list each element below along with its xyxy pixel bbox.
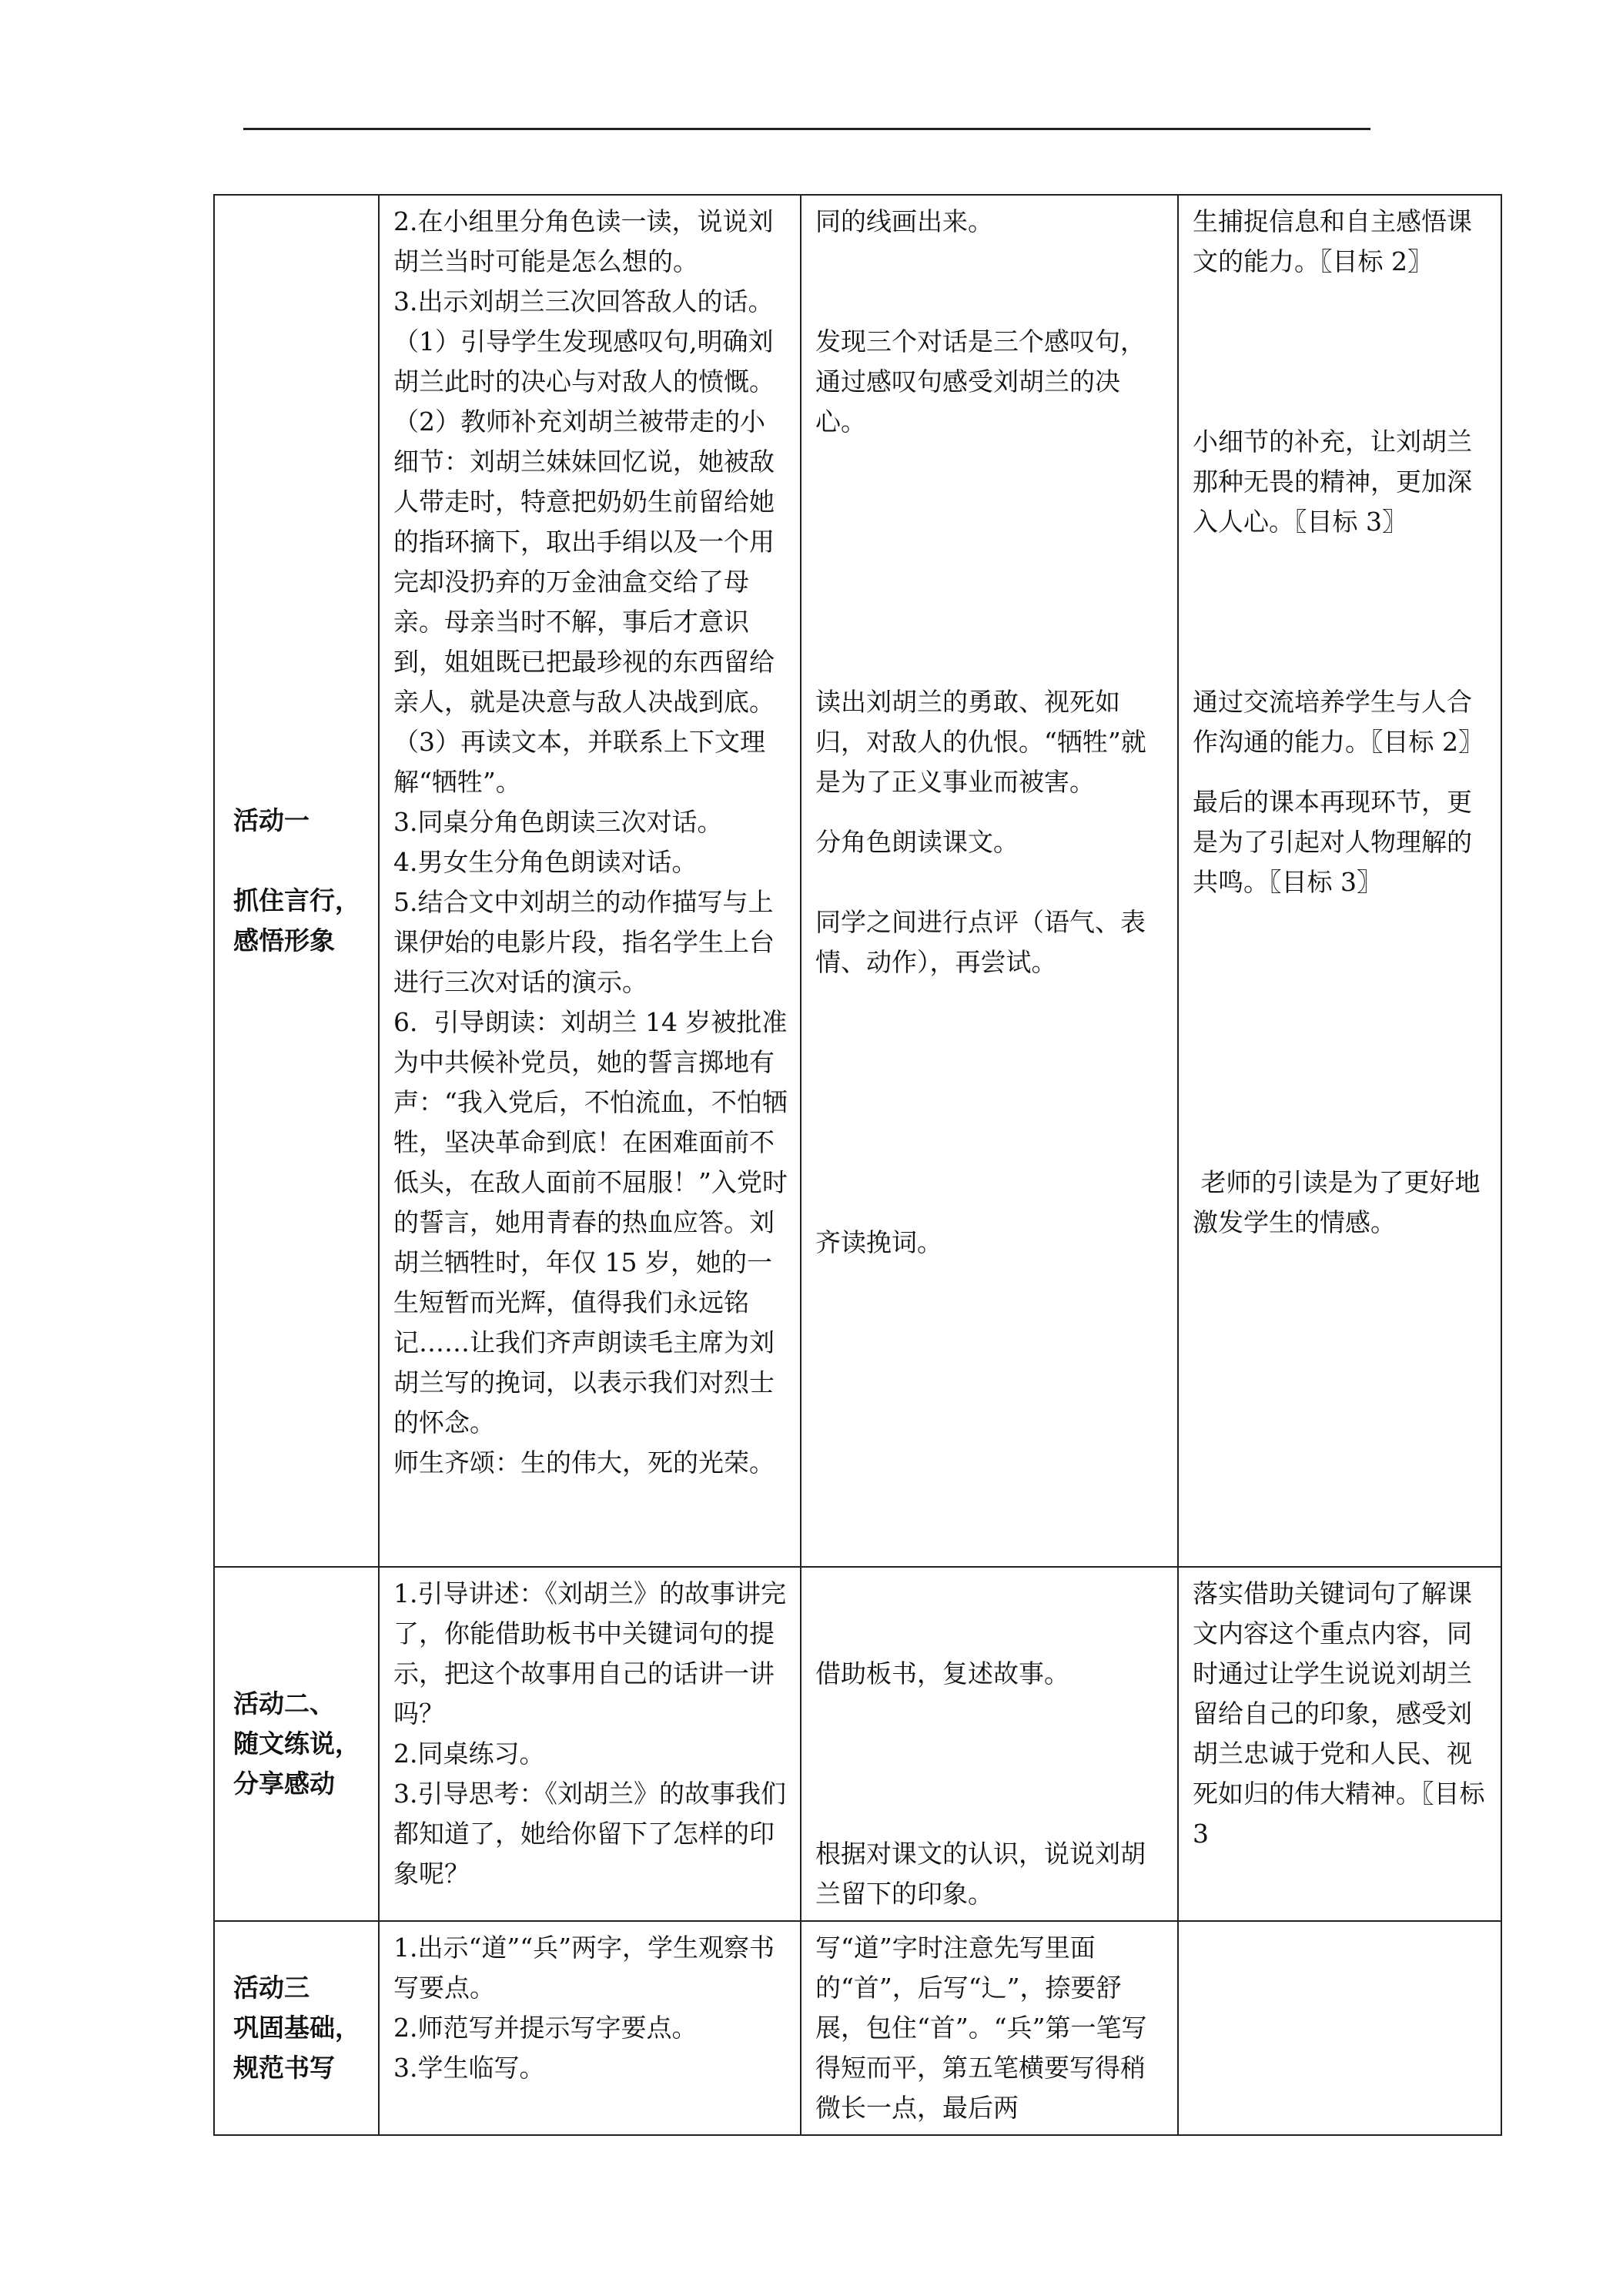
teacher-step: （2）教师补充刘胡兰被带走的小细节：刘胡兰妹妹回忆说，她被敌人带走时，特意把奶奶生前留给她的指环摘下，取出手绢以及一个用完却没扔弃的万金油盒交给了母亲。母亲当时不解，事后才意识到，姐姐既已把最珍视的东西留给亲人，就是决意与敌人决战到底。 bbox=[393, 407, 775, 717]
student-step: 借助板书，复述故事。 bbox=[815, 1658, 1069, 1689]
student-step: 根据对课文的认识，说说刘胡兰留下的印象。 bbox=[815, 1839, 1146, 1909]
design-intent-cell bbox=[1178, 1921, 1501, 2135]
activity-subtitle-line: 感悟形象 bbox=[233, 925, 335, 956]
teacher-step: （1）引导学生发现感叹句,明确刘胡兰此时的决心与对敌人的愤慨。 bbox=[393, 326, 775, 397]
design-intent-cell bbox=[1178, 195, 1501, 1567]
teacher-activity-cell bbox=[379, 195, 801, 1567]
activity-title: 活动二、 bbox=[233, 1689, 335, 1719]
design-intent-cell bbox=[1178, 1567, 1501, 1921]
activity-title: 活动三 bbox=[233, 1973, 310, 2003]
activity-subtitle-line: 随文练说， bbox=[233, 1729, 360, 1759]
table-row-activity-3 bbox=[214, 1921, 1501, 2135]
teacher-step: 4.男女生分角色朗读对话。 bbox=[393, 847, 698, 877]
design-intent: 生捕捉信息和自主感悟课文的能力。〖目标 2〗 bbox=[1193, 206, 1472, 276]
table-row-activity-2 bbox=[214, 1567, 1501, 1921]
activity-cell bbox=[214, 195, 379, 1567]
design-intent: 老师的引读是为了更好地激发学生的情感。 bbox=[1193, 1167, 1481, 1237]
student-step: 读出刘胡兰的勇敢、视死如归，对敌人的仇恨。“牺牲”就是为了正义事业而被害。 bbox=[815, 687, 1146, 797]
teacher-step: 1.引导讲述：《刘胡兰》的故事讲完了，你能借助板书中关键词句的提示，把这个故事用自己的话讲一讲吗？ bbox=[393, 1578, 786, 1729]
teacher-step: 2.师范写并提示写字要点。 bbox=[393, 2013, 698, 2043]
student-step: 同学之间进行点评（语气、表情、动作），再尝试。 bbox=[815, 907, 1146, 977]
table-row-activity-1 bbox=[214, 195, 1501, 1567]
activity-subtitle-line: 抓住言行， bbox=[233, 885, 360, 915]
teacher-step: （3）再读文本，并联系上下文理解“牺牲”。 bbox=[393, 727, 765, 797]
student-step: 写“道”字时注意先写里面的“首”，后写“辶”，捺要舒展，包住“首”。“兵”第一笔写得短而平，第五笔横要写得稍微长一点，最后两 bbox=[815, 1933, 1147, 2123]
teacher-step: 6. 引导朗读：刘胡兰 14 岁被批准为中共候补党员，她的誓言掷地有声：“我入党后，不怕流血，不怕牺牲，坚决革命到底！在困难面前不低头，在敌人面前不屈服！”入党时的誓言，她用青春的热血应答。刘胡兰牺牲时，年仅 15 岁，她的一生短暂而光辉，值得我们永远铭记……让我们齐声朗读毛主席为刘胡兰写的挽词，以表示我们对烈士的怀念。 bbox=[393, 1007, 788, 1438]
teacher-step: 5.结合文中刘胡兰的动作描写与上课伊始的电影片段，指名学生上台进行三次对话的演示。 bbox=[393, 887, 775, 997]
student-step: 齐读挽词。 bbox=[815, 1227, 942, 1257]
activity-cell bbox=[214, 1567, 379, 1921]
teacher-step: 2.同桌练习。 bbox=[393, 1739, 545, 1769]
activity-subtitle-line: 规范书写 bbox=[233, 2053, 335, 2083]
teacher-step: 3.引导思考：《刘胡兰》的故事我们都知道了，她给你留下了怎样的印象呢？ bbox=[393, 1779, 786, 1889]
student-activity-cell bbox=[801, 1567, 1178, 1921]
teacher-step: 3.同桌分角色朗读三次对话。 bbox=[393, 807, 723, 837]
header-rule bbox=[243, 128, 1370, 130]
teacher-step: 2.在小组里分角色读一读，说说刘胡兰当时可能是怎么想的。 bbox=[393, 206, 774, 276]
student-step: 分角色朗读课文。 bbox=[815, 827, 1019, 857]
activity-subtitle-line: 分享感动 bbox=[233, 1769, 335, 1799]
teacher-step: 3.出示刘胡兰三次回答敌人的话。 bbox=[393, 286, 774, 316]
student-step: 发现三个对话是三个感叹句，通过感叹句感受刘胡兰的决心。 bbox=[815, 326, 1146, 437]
activity-cell bbox=[214, 1921, 379, 2135]
teacher-activity-cell bbox=[379, 1567, 801, 1921]
activity-subtitle-line: 巩固基础， bbox=[233, 2013, 360, 2043]
activity-title: 活动一 bbox=[233, 805, 310, 835]
student-step: 同的线画出来。 bbox=[815, 206, 993, 236]
design-intent: 落实借助关键词句了解课文内容这个重点内容，同时通过让学生说说刘胡兰留给自己的印象，感受刘胡兰忠诚于党和人民、视死如归的伟大精神。〖目标 3 bbox=[1193, 1578, 1493, 1849]
design-intent: 小细节的补充，让刘胡兰那种无畏的精神，更加深入人心。〖目标 3〗 bbox=[1193, 427, 1472, 537]
student-activity-cell bbox=[801, 1921, 1178, 2135]
lesson-plan-table bbox=[213, 194, 1502, 2136]
teacher-activity-cell bbox=[379, 1921, 801, 2135]
design-intent: 通过交流培养学生与人合作沟通的能力。〖目标 2〗 bbox=[1193, 687, 1484, 757]
teacher-step: 3.学生临写。 bbox=[393, 2053, 545, 2083]
design-intent: 最后的课本再现环节，更是为了引起对人物理解的共鸣。〖目标 3〗 bbox=[1193, 787, 1472, 897]
teacher-step: 1.出示“道”“兵”两字，学生观察书写要点。 bbox=[393, 1933, 775, 2003]
teacher-step: 师生齐颂：生的伟大，死的光荣。 bbox=[393, 1448, 775, 1478]
student-activity-cell bbox=[801, 195, 1178, 1567]
